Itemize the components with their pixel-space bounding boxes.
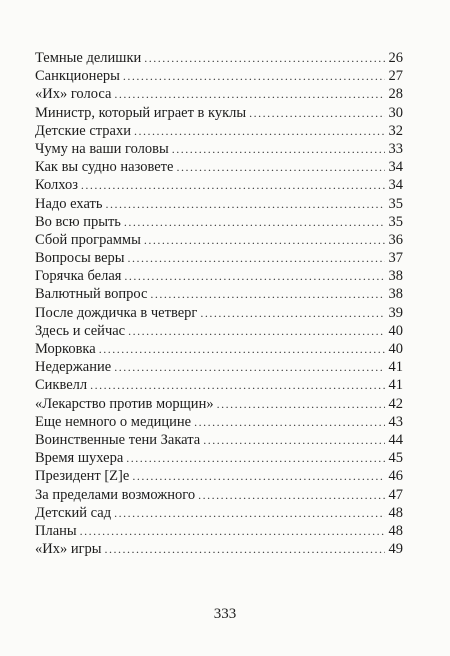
toc-entry-title: Надо ехать: [35, 195, 103, 212]
toc-entry-page: 40: [388, 322, 403, 339]
toc-entry-title: Во всю прыть: [35, 213, 121, 230]
toc-entry-title: Темные делишки: [35, 50, 142, 66]
toc-entry-page: 41: [388, 377, 403, 394]
toc-entry: [35, 67, 403, 85]
toc-entry-page: 35: [388, 213, 403, 230]
leader-dots: [124, 213, 385, 231]
leader-dots: [80, 522, 385, 540]
toc-entry-page: 38: [388, 268, 403, 285]
toc-entry-page: 39: [388, 304, 403, 321]
toc-entry-title: После дождичка в четверг: [35, 304, 198, 321]
toc-entry: [35, 376, 403, 394]
toc-entry-title: Президент [Z]е: [35, 468, 130, 485]
toc-entry: [35, 449, 403, 467]
toc-entry: [35, 140, 403, 158]
toc-entry-title: Еще немного о медицине: [35, 413, 192, 430]
leader-dots: [203, 431, 384, 449]
toc-entry-title: Время шухера: [35, 450, 124, 467]
toc-entry-title: Детские страхи: [35, 122, 131, 139]
toc-entry: [35, 358, 403, 376]
toc-entry: [35, 104, 403, 122]
toc-entry-title: Планы: [35, 522, 77, 539]
leader-dots: [172, 140, 385, 158]
leader-dots: [217, 395, 385, 413]
toc-entry-title: Недержание: [35, 359, 112, 376]
toc-entry-title: Как вы судно назовете: [35, 159, 174, 176]
leader-dots: [123, 67, 385, 85]
toc-entry: [35, 85, 403, 103]
toc-entry-page: 34: [388, 177, 403, 194]
toc-entry: [35, 486, 403, 504]
leader-dots: [194, 413, 384, 431]
toc-entry-page: 35: [388, 195, 403, 212]
toc-entry-page: 36: [388, 231, 403, 248]
toc-entry-title: Чуму на ваши головы: [35, 140, 169, 157]
toc-entry-title: Сиквелл: [35, 377, 88, 394]
leader-dots: [81, 176, 385, 194]
toc-entry-page: 32: [388, 122, 403, 139]
toc-entry-title: Санкционеры: [35, 68, 120, 85]
toc-entry-title: «Их» голоса: [35, 86, 112, 103]
toc-entry-page: 47: [388, 486, 403, 503]
toc-entry: [35, 522, 403, 540]
toc-entry-title: За пределами возможного: [35, 486, 196, 503]
leader-dots: [124, 267, 384, 285]
toc-entry-title: Колхоз: [35, 177, 78, 194]
toc-entry: [35, 467, 403, 485]
leader-dots: [144, 49, 384, 67]
toc-entry-page: 30: [388, 104, 403, 121]
leader-dots: [114, 504, 384, 522]
toc-entry-page: 28: [388, 86, 403, 103]
leader-dots: [198, 486, 384, 504]
toc-entry-page: 41: [388, 359, 403, 376]
leader-dots: [150, 285, 384, 303]
toc-entry-page: 26: [388, 50, 403, 66]
toc-entry-page: 40: [388, 341, 403, 357]
toc-entry-title: Вопросы веры: [35, 250, 125, 267]
toc-entry: [35, 213, 403, 231]
toc-entry: [35, 431, 403, 449]
leader-dots: [114, 358, 384, 376]
toc-entry-title: Сбой программы: [35, 231, 141, 248]
toc-entry: [35, 413, 403, 431]
leader-dots: [144, 231, 385, 249]
toc-entry-title: Здесь и сейчас: [35, 322, 126, 339]
toc-entry-title: Валютный вопрос: [35, 286, 148, 303]
toc-entry-title: Министр, который играет в куклы: [35, 104, 247, 121]
toc-entry-page: 45: [388, 450, 403, 467]
toc-entry-title: «Лекарство против морщин»: [35, 395, 214, 412]
toc-entry-page: 49: [388, 541, 403, 558]
leader-dots: [249, 104, 384, 122]
toc-entry: [35, 231, 403, 249]
toc-entry-page: 48: [388, 504, 403, 521]
toc-entry-page: 44: [388, 431, 403, 448]
toc-entry: [35, 304, 403, 322]
leader-dots: [99, 340, 385, 358]
page-number: 333: [213, 606, 237, 622]
toc-entry: [35, 249, 403, 267]
toc-entry-page: 33: [388, 140, 403, 157]
toc-entry: [35, 285, 403, 303]
leader-dots: [128, 322, 384, 340]
toc-entry-title: Воинственные тени Заката: [35, 431, 201, 448]
toc-entry: [35, 195, 403, 213]
toc-entry-title: Детский сад: [35, 504, 112, 521]
toc-entry: [35, 322, 403, 340]
toc-entry: [35, 340, 403, 358]
toc-entry: [35, 540, 403, 558]
toc-entry-page: 34: [388, 159, 403, 176]
leader-dots: [176, 158, 384, 176]
toc-entry-page: 48: [388, 522, 403, 539]
toc-entry: [35, 49, 403, 67]
toc-entry-page: 42: [388, 395, 403, 412]
leader-dots: [200, 304, 384, 322]
leader-dots: [114, 85, 384, 103]
leader-dots: [105, 195, 384, 213]
toc-entry-page: 27: [388, 68, 403, 85]
leader-dots: [128, 249, 385, 267]
toc-entry: [35, 122, 403, 140]
toc-entry-page: 46: [388, 468, 403, 485]
toc-entry: [35, 267, 403, 285]
toc-entry: [35, 176, 403, 194]
leader-dots: [126, 449, 384, 467]
toc-entry-title: Горячка белая: [35, 268, 122, 285]
toc-entry: [35, 504, 403, 522]
toc-entry-title: Морковка: [35, 341, 96, 357]
toc-entry-page: 38: [388, 286, 403, 303]
toc-entry: [35, 395, 403, 413]
table-of-contents: [35, 49, 403, 558]
leader-dots: [105, 540, 385, 558]
toc-entry-title: «Их» игры: [35, 541, 102, 558]
toc-entry-page: 37: [388, 250, 403, 267]
toc-entry: [35, 158, 403, 176]
toc-entry-page: 43: [388, 413, 403, 430]
leader-dots: [134, 122, 385, 140]
leader-dots: [90, 376, 384, 394]
leader-dots: [132, 467, 384, 485]
